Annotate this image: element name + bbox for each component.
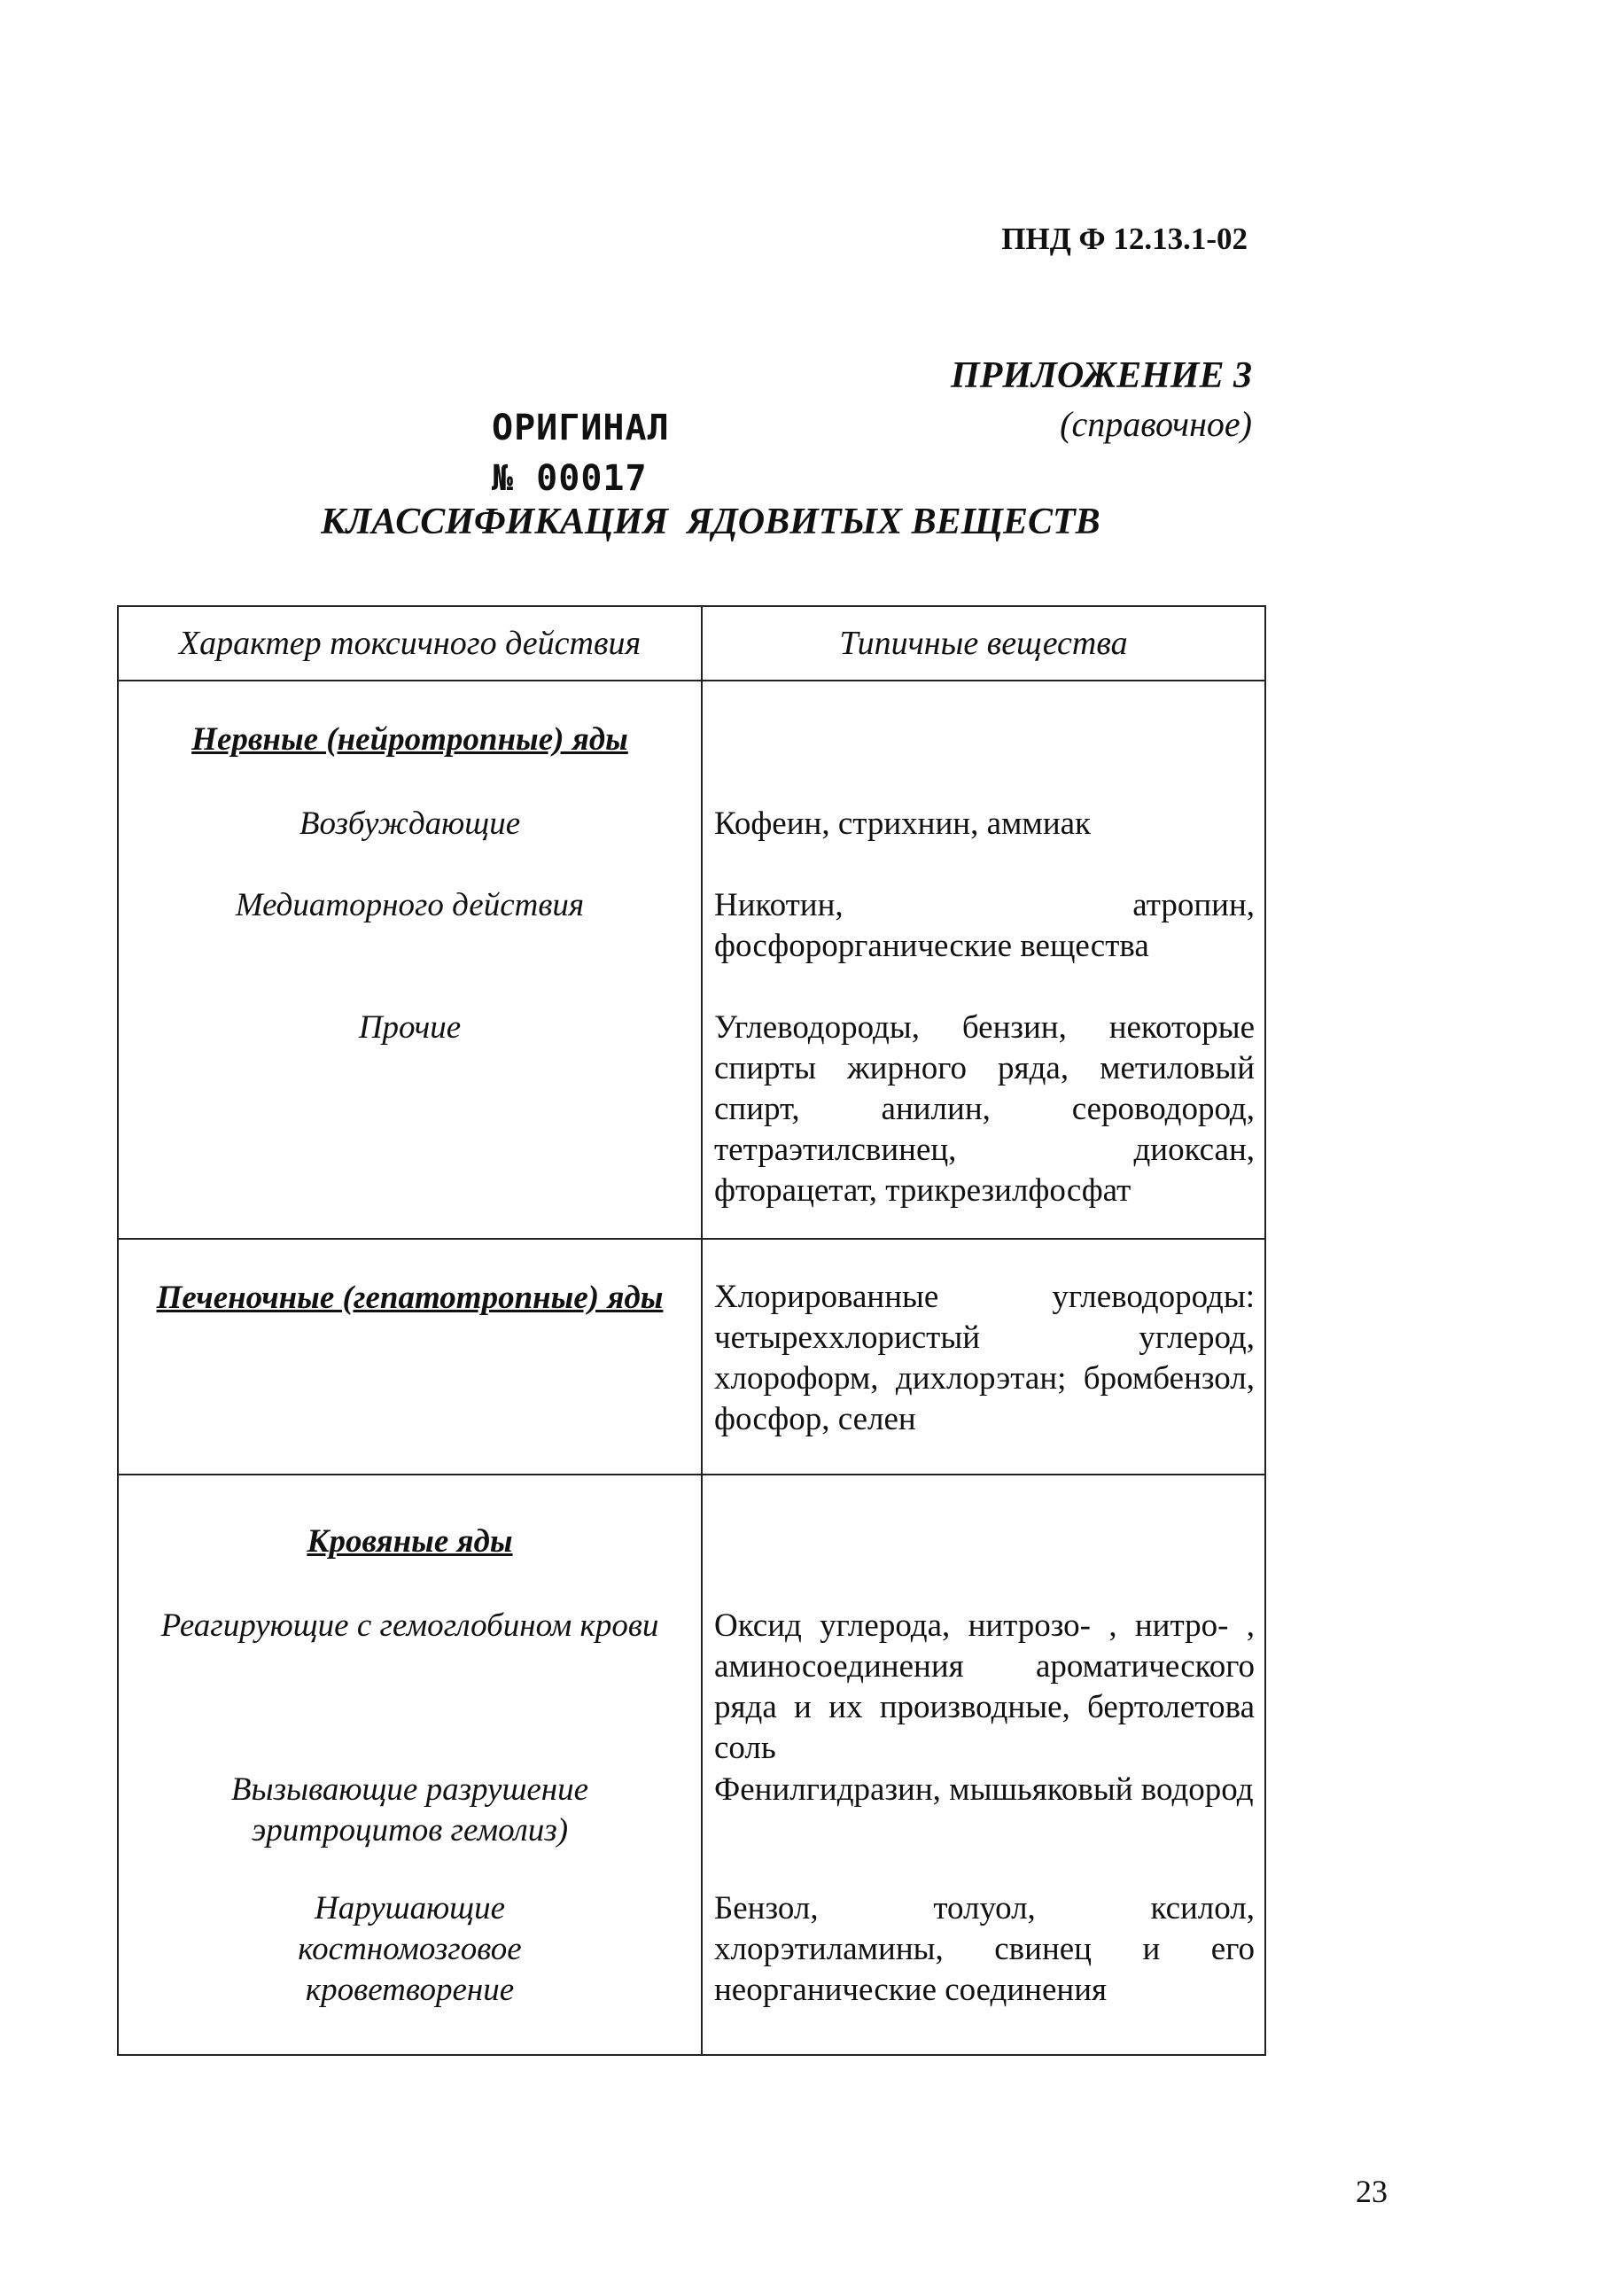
category-hemolysis: Вызывающие разрушение эритроцитов гемолиз)	[230, 1771, 589, 1848]
category-mediator: Медиаторного действия	[235, 887, 585, 923]
column-divider	[701, 607, 703, 2054]
stamp-line-original: ОРИГИНАЛ	[492, 408, 670, 448]
substances-hemoglobin: Оксид углерода, нитрозо- , нитро- , аминосоединения ароматического ряда и их производные, бертолетова соль	[714, 1607, 1255, 1766]
substances-hemolysis: Фенилгидразин, мышьяковый водород	[714, 1771, 1254, 1808]
substances-other: Углеводороды, бензин, некоторые спирты жирного ряда, метиловый спирт, анилин, сероводород, тетраэтилсвинец, диоксан, фторацетат, трикрезилфосфат	[714, 1009, 1255, 1209]
original-stamp	[492, 403, 670, 504]
section-divider-2	[119, 1474, 1264, 1475]
section-title-nervous: Нервные (нейротропные) яды	[191, 721, 628, 758]
category-stimulating: Возбуждающие	[299, 806, 521, 842]
section-title-blood: Кровяные яды	[307, 1523, 513, 1560]
table-header-substances: Типичные вещества	[839, 625, 1128, 662]
table-header-toxic-action: Характер токсичного действия	[178, 625, 642, 662]
classification-table	[117, 605, 1266, 2056]
section-divider-1	[119, 1238, 1264, 1240]
stamp-line-number: № 00017	[492, 458, 648, 499]
page-title: КЛАССИФИКАЦИЯ ЯДОВИТЫХ ВЕЩЕСТВ	[321, 502, 1100, 542]
substances-hematopoiesis: Бензол, толуол, ксилол, хлорэтиламины, свинец и его неорганические соединения	[714, 1890, 1255, 2008]
substances-hepatic: Хлорированные углеводороды: четыреххлористый углерод, хлороформ, дихлорэтан; бромбензол, фосфор, селен	[714, 1279, 1255, 1437]
header-divider	[119, 680, 1264, 681]
substances-mediator: Никотин, атропин, фосфорорганические вещества	[714, 887, 1255, 964]
page-number: 23	[1356, 2174, 1388, 2209]
document-code: ПНД Ф 12.13.1-02	[1001, 222, 1248, 256]
category-hemoglobin: Реагирующие с гемоглобином крови	[160, 1607, 659, 1644]
appendix-subtitle: (справочное)	[1060, 404, 1252, 444]
category-other: Прочие	[358, 1009, 462, 1046]
substances-stimulating: Кофеин, стрихнин, аммиак	[714, 806, 1092, 842]
section-title-hepatic: Печеночные (гепатотропные) яды	[156, 1280, 664, 1316]
appendix-title: ПРИЛОЖЕНИЕ 3	[951, 355, 1252, 396]
category-hematopoiesis: Нарушающие костномозговое кроветворение	[298, 1890, 522, 2008]
